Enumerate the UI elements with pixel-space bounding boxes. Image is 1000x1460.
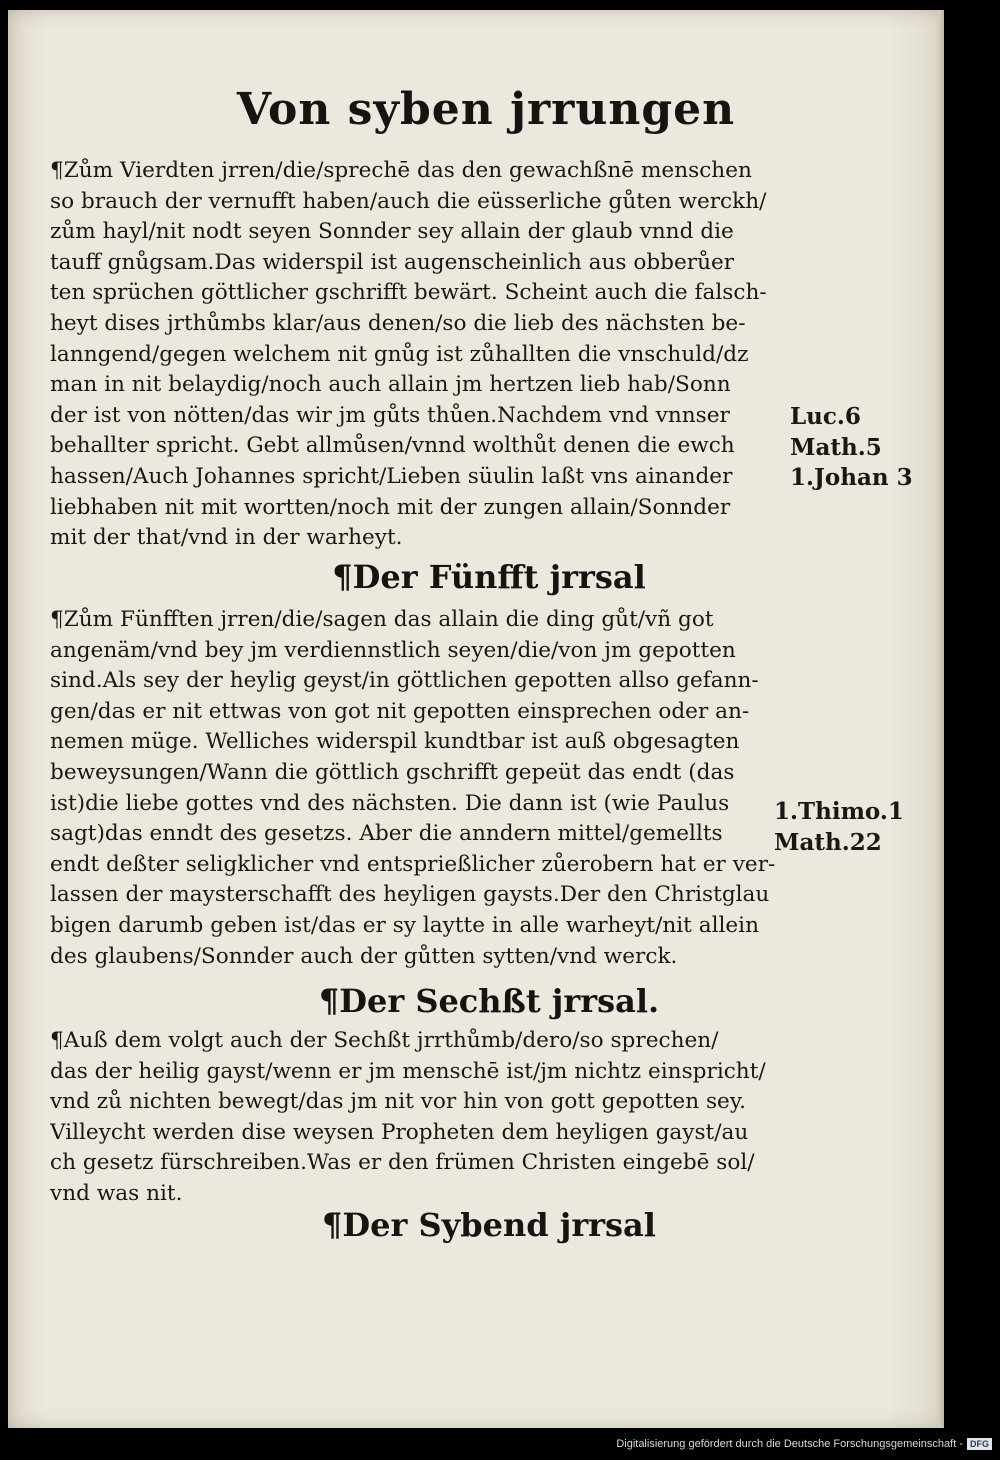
margin-note: Luc.6 [790,403,861,430]
text-line: des glaubens/Sonnder auch der gůtten sytten/vnd werck. [50,943,678,969]
text-line: lanngend/gegen welchem nit gnůg ist zůhallten die vnschuld/dz [50,341,749,367]
text-line: der ist von nötten/das wir jm gůts thůen.Nachdem vnd vnnser [50,402,730,428]
text-line: liebhaben nit mit wortten/noch mit der zungen allain/Sonnder [50,494,731,520]
text-line: sagt)das enndt des gesetzs. Aber die anndern mittel/gemellts [50,821,723,847]
text-line: vnd was nit. [50,1180,183,1206]
margin-notes-fourth [790,402,940,494]
text-line: vnd zů nichten bewegt/das jm nit vor hin von gott gepotten sey. [50,1089,747,1115]
text-line: beweysungen/Wann die göttlich gschrifft gepeüt das endt (das [50,759,735,785]
text-line: mit der that/vnd in der warheyt. [50,525,403,551]
funding-footer [0,1438,992,1450]
text-line: lassen der maysterschafft des heyligen gaysts.Der den Christglau [50,882,770,908]
text-line: ist)die liebe gottes vnd des nächsten. Die dann ist (wie Paulus [50,790,730,816]
margin-note: Math.22 [774,828,882,856]
text-line: das der heilig gayst/wenn er jm menschē ist/jm nichtz einspricht/ [50,1058,766,1084]
section-title-sixth: ¶Der Sechßt jrrsal. [318,982,660,1020]
text-line: heyt dises jrthůmbs klar/aus denen/so die lieb des nächsten be- [50,310,746,336]
text-line: sind.Als sey der heylig geyst/in göttlichen gepotten allso gefann- [50,668,759,694]
footer-text: Digitalisierung gefördert durch die Deutsche Forschungsgemeinschaft - [616,1438,963,1450]
text-line: behallter spricht. Gebt allmůsen/vnnd wolthůt denen die ewch [50,433,735,459]
paragraph-fifth-error [50,605,788,972]
section-title-fifth: ¶Der Fünfft jrrsal [332,558,646,596]
text-line: ch gesetz fürschreiben.Was er den frümen Christen eingebē sol/ [50,1150,755,1176]
text-line: Villeycht werden dise weysen Propheten dem heyligen gayst/au [50,1119,749,1145]
text-line: hassen/Auch Johannes spricht/Lieben süulin laßt vns ainander [50,463,733,489]
margin-note: 1.Johan 3 [790,464,913,492]
book-page [8,10,944,1428]
text-line: endt deßter seligklicher vnd entsprießlicher zůerobern hat er ver- [50,851,776,877]
text-line: bigen darumb geben ist/das er sy laytte in alle warheyt/nit allein [50,912,759,938]
margin-note: Math.5 [790,433,882,461]
text-line: ¶Zům Vierdten jrren/die/sprechē das den gewachßnē menschen [50,158,752,183]
section-title-seventh: ¶Der Sybend jrrsal [322,1206,656,1244]
paragraph-fourth-error [50,156,788,554]
margin-notes-fifth [774,797,924,858]
text-line: nemen müge. Welliches widerspil kundtbar ist auß obgesagten [50,729,740,755]
paragraph-sixth-error [50,1026,770,1210]
text-line: tauff gnůgsam.Das widerspil ist augenscheinlich aus obberůer [50,249,735,275]
text-line: so brauch der vernufft haben/auch die eüsserliche gůten werckh/ [50,188,767,214]
text-line: ¶Auß dem volgt auch der Sechßt jrrthůmb/dero/so sprechen/ [50,1028,719,1053]
text-line: man in nit belaydig/noch auch allain jm hertzen lieb hab/Sonn [50,372,731,398]
text-line: zům hayl/nit nodt seyen Sonnder sey allain der glaub vnnd die [50,219,734,245]
text-line: angenäm/vnd bey jm verdiennstlich seyen/die/von jm gepotten [50,637,736,663]
margin-note: 1.Thimo.1 [774,798,904,825]
dfg-logo: DFG [967,1438,992,1450]
running-head: Von syben jrrungen [236,84,736,135]
text-line: ¶Zům Fünfften jrren/die/sagen das allain die ding gůt/vñ got [50,607,714,632]
text-line: ten sprüchen göttlicher gschrifft bewärt. Scheint auch die falsch- [50,280,767,306]
text-line: gen/das er nit ettwas von got nit gepotten einsprechen oder an- [50,698,750,724]
